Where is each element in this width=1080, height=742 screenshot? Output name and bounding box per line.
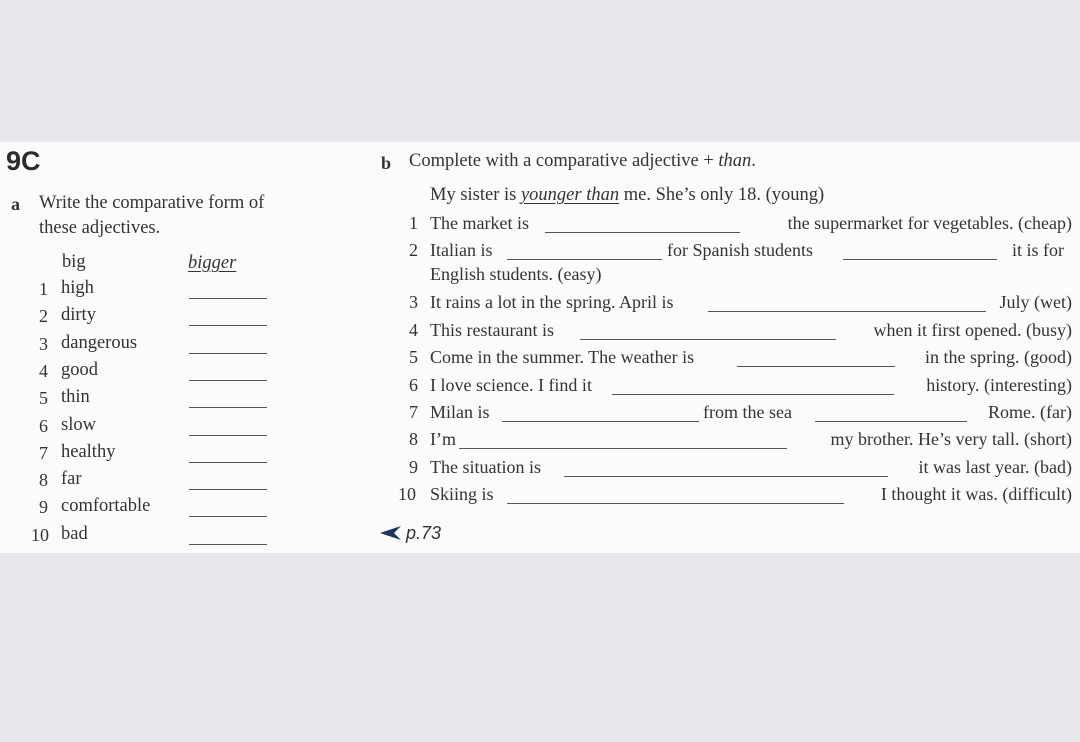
comparative-answer-blank[interactable] xyxy=(189,462,267,463)
adjective-word: dirty xyxy=(61,305,96,326)
sentence-3-end: July (wet) xyxy=(999,292,1072,312)
adjective-word: far xyxy=(61,469,82,490)
sentence-6-start: I love science. I find it xyxy=(430,375,592,395)
adjective-number: 3 xyxy=(39,333,48,354)
adjective-word: healthy xyxy=(61,441,116,462)
sentence-2-number: 2 xyxy=(409,240,418,260)
sentence-8-start: I’m xyxy=(430,429,456,449)
section-title: 9C xyxy=(6,146,41,176)
sentence-10-blank[interactable] xyxy=(507,503,844,504)
exercise-b-letter: b xyxy=(381,153,392,173)
adjective-number: 10 xyxy=(31,524,49,545)
comparative-answer-blank[interactable] xyxy=(189,544,267,545)
sentence-5-end: in the spring. (good) xyxy=(925,347,1072,367)
sentence-7-start: Milan is xyxy=(430,402,490,422)
comparative-answer-blank[interactable] xyxy=(189,489,267,490)
sentence-2-blank-1[interactable] xyxy=(507,259,662,260)
instruction-than: than xyxy=(718,151,752,171)
adjective-word: dangerous xyxy=(61,332,138,353)
sentence-9-start: The situation is xyxy=(430,457,541,477)
sentence-1-number: 1 xyxy=(409,213,418,233)
sentence-5-number: 5 xyxy=(409,347,418,367)
adjective-word: good xyxy=(61,359,98,380)
sentence-6-number: 6 xyxy=(409,375,418,395)
adjective-number: 5 xyxy=(39,388,48,409)
sentence-7-blank-2[interactable] xyxy=(815,421,967,422)
sentence-3-start: It rains a lot in the spring. April is xyxy=(430,292,674,312)
instruction-end: . xyxy=(751,151,756,171)
sentence-7-end: Rome. (far) xyxy=(988,402,1072,422)
page-reference[interactable] xyxy=(380,522,441,544)
comparative-answer-blank[interactable] xyxy=(189,407,267,408)
sentence-1-start: The market is xyxy=(430,213,529,233)
sentence-8-end: my brother. He’s very tall. (short) xyxy=(830,429,1072,449)
adjective-word: comfortable xyxy=(61,496,151,517)
sentence-4-number: 4 xyxy=(409,320,418,340)
sentence-9-blank[interactable] xyxy=(564,476,888,477)
adjective-word: high xyxy=(61,278,94,298)
sentence-2-line2: English students. (easy) xyxy=(430,264,602,284)
exercise-a-instruction-line1: Write the comparative form of xyxy=(39,193,265,213)
sentence-9-number: 9 xyxy=(409,457,418,477)
adjective-number: 4 xyxy=(39,360,48,381)
sentence-1-blank[interactable] xyxy=(545,232,740,233)
sentence-9-end: it was last year. (bad) xyxy=(918,457,1072,477)
adjective-word: bad xyxy=(61,523,88,544)
sentence-10-start: Skiing is xyxy=(430,484,494,504)
example-word: big xyxy=(62,252,86,272)
adjective-number: 1 xyxy=(39,279,48,299)
adjective-word: thin xyxy=(61,387,90,408)
sentence-8-blank[interactable] xyxy=(459,448,787,449)
sentence-5-blank[interactable] xyxy=(737,366,895,367)
sentence-5-start: Come in the summer. The weather is xyxy=(430,347,695,367)
sentence-3-number: 3 xyxy=(409,292,418,312)
sentence-10-end: I thought it was. (difficult) xyxy=(880,484,1072,504)
sentence-6-blank[interactable] xyxy=(612,394,894,395)
exercise-a-instruction-line2: these adjectives. xyxy=(39,218,161,238)
sentence-7-blank-1[interactable] xyxy=(502,421,699,422)
comparative-answer-blank[interactable] xyxy=(189,435,267,436)
comparative-answer-blank[interactable] xyxy=(189,516,267,517)
sentence-4-end: when it first opened. (busy) xyxy=(873,320,1072,340)
adjective-number: 9 xyxy=(39,497,48,518)
comparative-answer-blank[interactable] xyxy=(189,325,267,326)
example-sentence xyxy=(430,185,824,206)
sentence-6-end: history. (interesting) xyxy=(926,375,1072,395)
sentence-2-end: it is for xyxy=(1012,240,1064,260)
example-pre: My sister is xyxy=(430,185,521,205)
example-answer: bigger xyxy=(188,253,237,273)
sentence-4-blank[interactable] xyxy=(580,339,836,340)
sentence-10-number: 10 xyxy=(398,484,416,504)
sentence-2-start: Italian is xyxy=(430,240,493,260)
adjective-number: 6 xyxy=(39,415,48,436)
left-arrow-icon xyxy=(380,525,402,541)
instruction-main: Complete with a comparative adjective + xyxy=(409,151,719,171)
sentence-7-middle: from the sea xyxy=(703,402,792,422)
adjective-number: 8 xyxy=(39,470,48,491)
sentence-4-start: This restaurant is xyxy=(430,320,554,340)
sentence-1-end: the supermarket for vegetables. (cheap) xyxy=(787,213,1072,233)
exercise-a-letter: a xyxy=(11,194,20,214)
example-answer-b: younger than xyxy=(520,185,620,205)
example-post: me. She’s only 18. (young) xyxy=(619,185,825,205)
sentence-2-middle: for Spanish students xyxy=(667,240,813,260)
sentence-7-number: 7 xyxy=(409,402,418,422)
sentence-2-blank-2[interactable] xyxy=(843,259,997,260)
adjective-number: 2 xyxy=(39,306,48,327)
comparative-answer-blank[interactable] xyxy=(189,298,267,299)
page-reference-text: p.73 xyxy=(406,522,442,543)
adjective-number: 7 xyxy=(39,442,48,463)
worksheet xyxy=(0,142,1080,553)
sentence-8-number: 8 xyxy=(409,429,418,449)
comparative-answer-blank[interactable] xyxy=(189,380,267,381)
sentence-3-blank[interactable] xyxy=(708,311,986,312)
comparative-answer-blank[interactable] xyxy=(189,353,267,354)
adjective-word: slow xyxy=(61,414,96,435)
exercise-b-instruction xyxy=(409,151,756,172)
